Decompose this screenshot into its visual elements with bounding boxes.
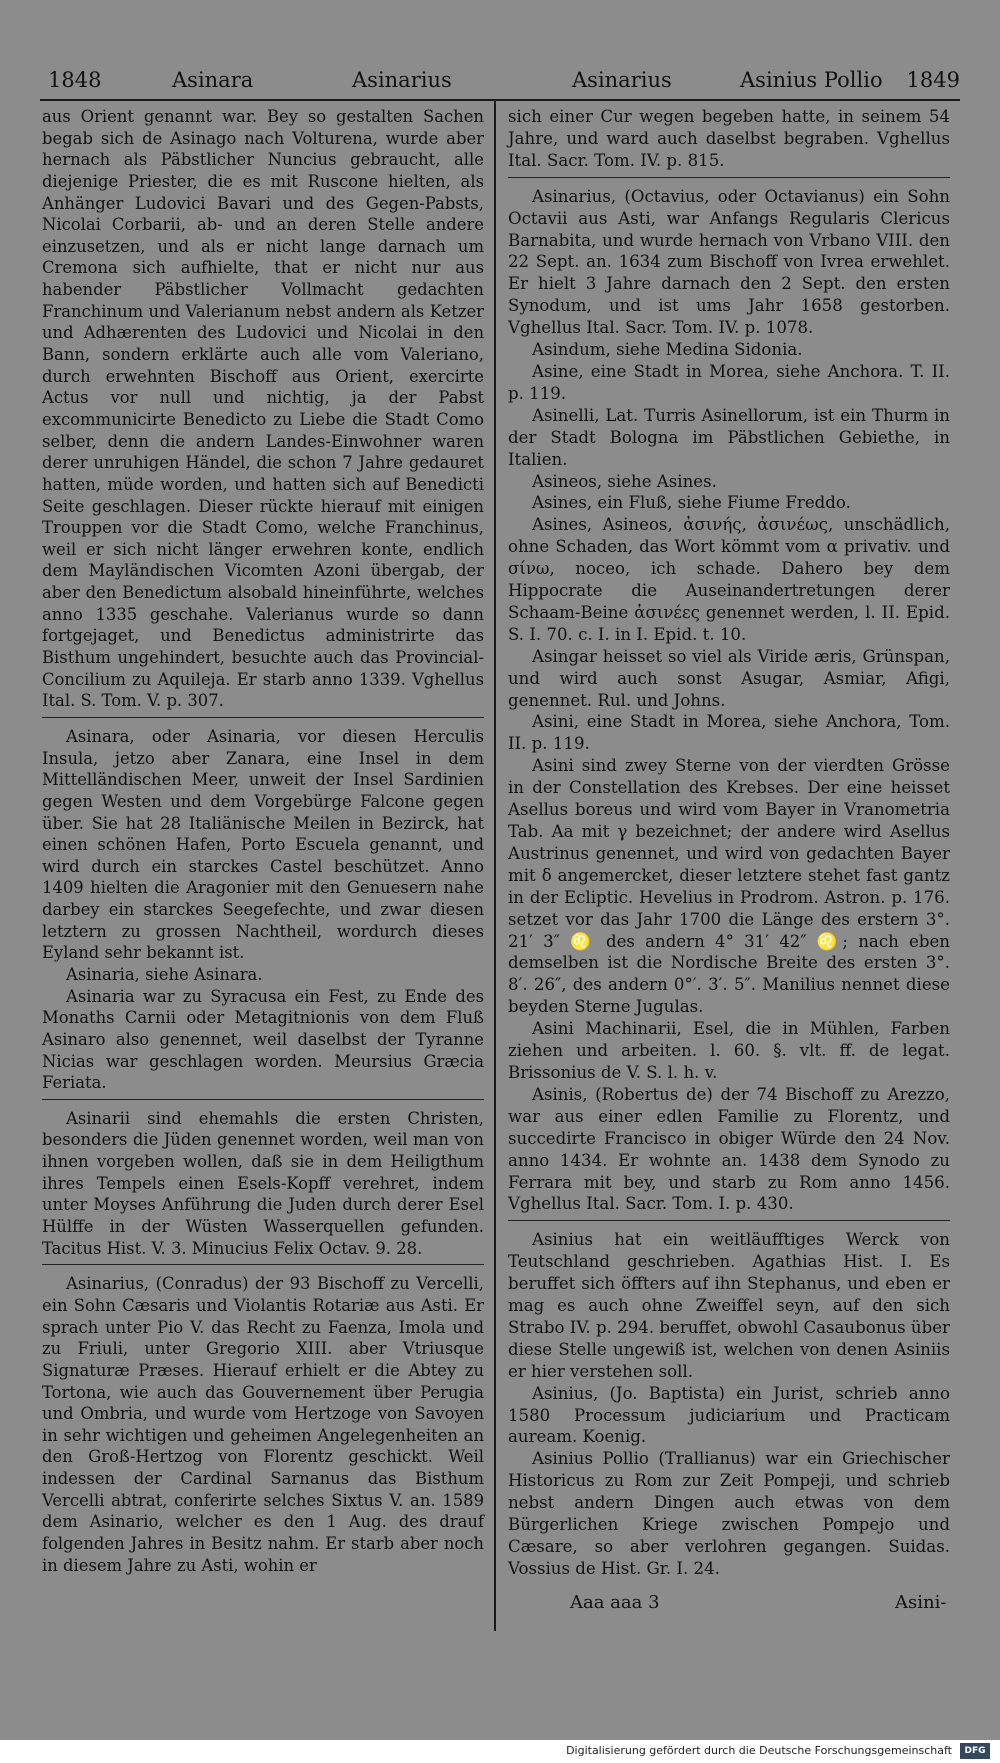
entry-separator [508, 177, 950, 178]
column-divider [494, 101, 496, 1631]
signature-mark: Aaa aaa 3 [570, 1592, 660, 1613]
entry-separator [42, 717, 484, 718]
entry: Asineos, siehe Asines. [532, 471, 717, 491]
entry: aus Orient genannt war. Bey so gestalten Sachen begab sich de Asinago nach Volturena, wurde aber hernach als Päbstlicher Nuncius gebraucht, alle diejenige Priester, die es mit Ruscone hielten, als Anhänger Ludovici Bavari und des Gegen-Pabsts, Nicolai Corbarii, ab- und an deren Stelle andere einzusetzen, und als er nicht lange darnach um Cremona sich aufhielte, that er nicht nur aus habender Päbstlicher Vollmacht gedachten Franchinum und Valerianum nebst andern als Ketzer und Adhærenten des Ludovici und Nicolai in den Bann, sondern erklärte auch alle vom Valeriano, durch erwehnten Bischoff aus Orient, exercirte Actus vor null und nichtig, ja der Pabst excommunicirte Benedicto zu Liebe die Stadt Como selber, denn die andern Landes-Einwohner waren derer unruhigen Händel, die schon 7 Jahre gedauret hatten, müde worden, und hatten sich auf Benedicti Seite geschlagen. Dieser rückte hierauf mit einigen Trouppen vor die Stadt Como, welche Franchinus, weil er sich nicht länger erwehren konte, endlich dem Mayländischen Vicomten Azoni übergab, der aber den Benedictum alsobald hineinführte, welches anno 1335 geschahe. Valerianus wurde so dann fortgejaget, und Benedictus administrirte das Bisthum ungehindert, besuchte auch das Provincial-Concilium zu Aquileja. Er starb anno 1339. Vghellus Ital. S. Tom. V. p. 307. [42, 107, 484, 711]
entry-separator [42, 1099, 484, 1100]
entry: Asinarius, (Octavius, oder Octavianus) ein Sohn Octavii aus Asti, war Anfangs Regularis Clericus Barnabita, und wurde hernach von Vrbano VIII. den 22 Sept. an. 1634 zum Bischoff von Ivrea erwehlet. Er hielt 3 Jahre darnach den 2 Sept. den ersten Synodum, und ist ums Jahr 1658 gestorben. Vghellus Ital. Sacr. Tom. IV. p. 1078. [508, 186, 950, 338]
catchword: Asini- [895, 1592, 947, 1613]
page-number-left: 1848 [48, 68, 102, 92]
running-header [40, 64, 960, 98]
header-keyword-3: Asinarius [572, 68, 672, 92]
header-keyword-4: Asinius Pollio [740, 68, 883, 92]
header-keyword-1: Asinara [172, 68, 254, 92]
entry: Asini Machinarii, Esel, die in Mühlen, Farben ziehen und arbeiten. l. 60. §. vlt. ff. de legat. Brissonius de V. S. l. h. v. [508, 1019, 950, 1082]
entry: Asini, eine Stadt in Morea, siehe Anchora, Tom. II. p. 119. [508, 712, 950, 754]
entry: Asini sind zwey Sterne von der vierdten Grösse in der Constellation des Krebses. Der eine heisset Asellus boreus und wird vom Bayer in Vranometria Tab. Aa mit γ bezeichnet; der andere wird Asellus Austrinus genennet, und wird von gedachten Bayer mit δ angemercket, dieser letztere stehet fast gantz in der Ecliptic. Hevelius in Prodrom. Astron. p. 176. setzet vor das Jahr 1700 die Länge des erstern 3°. 21′ 3″ ♌ des andern 4° 31′ 42″ ♌; nach eben demselben ist die Nordische Breite des ersten 3°. 8′. 26″, des andern 0°′. 3′. 5″. Manilius nennet diese beyden Sterne Jugulas. [508, 756, 950, 1017]
entry-separator [42, 1264, 484, 1265]
page-number-right: 1849 [906, 68, 960, 92]
entry: Asinius hat ein weitläufftiges Werck von Teutschland geschrieben. Agathias Hist. I. Es beruffet sich öffters auf ihn Stephanus, und eben er mag es auch ohne Zweiffel seyn, auf den sich Strabo IV. p. 294. beruffet, obwohl Casaubonus über diese Stelle ungewiß ist, welchen von denen Asiniis er hier verstehen soll. [508, 1230, 950, 1381]
entry: Asinaria war zu Syracusa ein Fest, zu Ende des Monaths Carnii oder Metagitnionis von dem Fluß Asinaro also genennet, weil daselbst der Tyranne Nicias war geschlagen worden. Meursius Græcia Feriata. [42, 986, 484, 1093]
footer-bar [0, 1740, 1000, 1763]
entry: Asinius Pollio (Trallianus) war ein Griechischer Historicus zu Rom zur Zeit Pompeji, und schrieb nebst andern Dingen auch etwas von dem Bürgerlichen Kriege zwischen Pompejo und Cæsare, so aber verlohren gegangen. Suidas. Vossius de Hist. Gr. I. 24. [508, 1449, 950, 1578]
entry: Asines, Asineos, ἀσινής, ἀσινέως, unschädlich, ohne Schaden, das Wort kömmt vom α privativ. und σίνω, noceo, ich schade. Dahero bey dem Hippocrate die Auseinandertretungen derer Schaam-Beine ἀσινέες genennet werden, l. II. Epid. S. I. 70. c. I. in I. Epid. t. 10. [508, 515, 950, 644]
entry: Asinarii sind ehemahls die ersten Christen, besonders die Jüden genennet worden, weil man von ihnen vorgeben wollen, daß sie in dem Heiligthum ihres Tempels einen Esels-Kopff verehret, indem unter Moyses Anführung die Juden durch derer Esel Hülffe in der Wüsten Wasserquellen gefunden. Tacitus Hist. V. 3. Minucius Felix Octav. 9. 28. [42, 1108, 484, 1258]
entry: Asindum, siehe Medina Sidonia. [532, 340, 803, 360]
entry: Asines, ein Fluß, siehe Fiume Freddo. [532, 493, 851, 513]
header-rule [40, 99, 960, 101]
entry: Asingar heisset so viel als Viride æris, Grünspan, und wird auch sonst Asugar, Asmiar, Afigi, genennet. Rul. und Johns. [508, 646, 950, 710]
entry: Asinarius, (Conradus) der 93 Bischoff zu Vercelli, ein Sohn Cæsaris und Violantis Rotariæ aus Asti. Er sprach unter Pio V. das Recht zu Faenza, Imola und zu Friuli, unter Gregorio XIII. aber Vtriusque Signaturæ Præses. Hierauf erhielt er die Abtey zu Tortona, wie auch das Gouvernement über Perugia und Ombria, und wurde vom Hertzoge von Savoyen in sehr wichtigen und geheimen Angelegenheiten an den Groß-Hertzog von Florentz geschickt. Weil indessen der Cardinal Sarnanus das Bisthum Vercelli abtrat, conferirte selches Sixtus V. an. 1589 dem Asinario, welcher es den 1 Aug. des drauf folgenden Jahres in Besitz nahm. Er starb aber noch in diesem Jahre zu Asti, wohin er [42, 1274, 484, 1575]
header-keyword-2: Asinarius [352, 68, 452, 92]
entry: sich einer Cur wegen begeben hatte, in seinem 54 Jahre, und ward auch daselbst begraben. Vghellus Ital. Sacr. Tom. IV. p. 815. [508, 107, 950, 170]
dfg-logo: DFG [960, 1743, 990, 1759]
entry: Asinius, (Jo. Baptista) ein Jurist, schrieb anno 1580 Processum judiciarium und Practicam auream. Koenig. [508, 1383, 950, 1447]
entry: Asinara, oder Asinaria, vor diesen Herculis Insula, jetzo aber Zanara, eine Insel in dem Mittelländischen Meer, unweit der Insel Sardinien gegen Westen und dem Vorgebürge Falcone gegen über. Sie hat 28 Italiänische Meilen in Bezirck, hat einen schönen Hafen, Porto Escuela genannt, und wird durch ein starckes Castel beschützet. Anno 1409 hielten die Aragonier mit den Genuesern nahe darbey ein starckes Seegefechte, und zwar diesen letztern zu grossen Nachtheil, wordurch dieses Eyland sehr bekannt ist. [42, 726, 484, 963]
entry: Asinis, (Robertus de) der 74 Bischoff zu Arezzo, war aus einer edlen Familie zu Florentz, und succedirte Francisco in obiger Würde den 24 Nov. anno 1434. Er wohnte an. 1438 dem Synodo zu Ferrara mit bey, und starb zu Rom anno 1456. Vghellus Ital. Sacr. Tom. I. p. 430. [508, 1084, 950, 1214]
right-column [508, 106, 950, 1580]
footer-credit: Digitalisierung gefördert durch die Deutsche Forschungsgemeinschaft [566, 1744, 952, 1757]
entry-separator [508, 1220, 950, 1221]
entry: Asinelli, Lat. Turris Asinellorum, ist ein Thurm in der Stadt Bologna im Päbstlichen Gebiethe, in Italien. [508, 405, 950, 469]
entry: Asinaria, siehe Asinara. [66, 964, 263, 984]
left-column [42, 106, 484, 1576]
entry: Asine, eine Stadt in Morea, siehe Anchora. T. II. p. 119. [508, 361, 950, 403]
